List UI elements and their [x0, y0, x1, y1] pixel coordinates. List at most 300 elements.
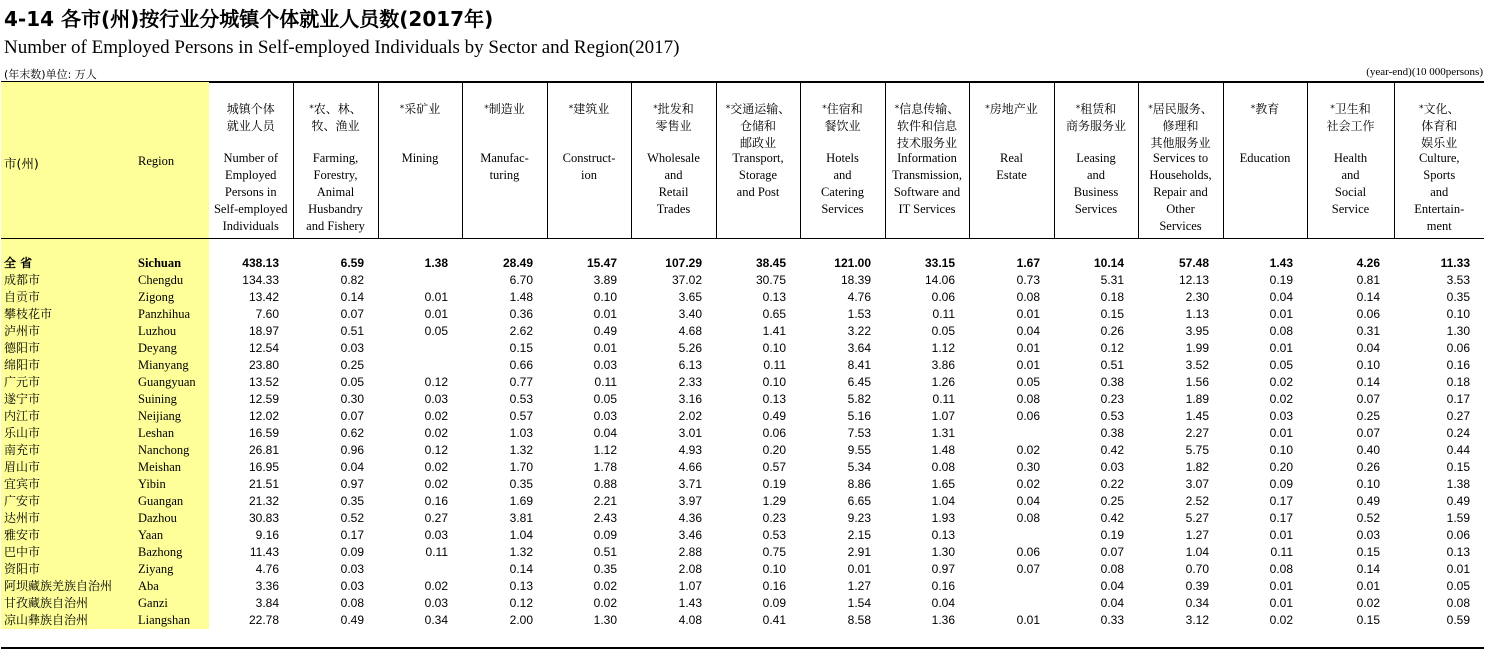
- cell-value: 0.04: [1016, 324, 1040, 338]
- cell-value: [969, 595, 1054, 612]
- cell-value: 9.55: [847, 443, 871, 457]
- cell-value: 0.14: [1356, 562, 1380, 576]
- cell-value: 0.02: [424, 579, 448, 593]
- employment-table: [1, 82, 1484, 629]
- table-body: [1, 239, 1484, 630]
- cell-value: 8.58: [847, 613, 871, 627]
- cell-value: 0.05: [340, 375, 364, 389]
- cell-value: 0.01: [1356, 579, 1380, 593]
- header-col-6: [716, 82, 800, 239]
- cell-value: 0.19: [1100, 528, 1124, 542]
- cell-value: 0.17: [340, 528, 364, 542]
- cell-value: 1.04: [931, 494, 955, 508]
- cell-value: 12.02: [248, 409, 279, 423]
- row-name-en: Mianyang: [134, 357, 209, 374]
- row-name-cn: 全 省: [1, 239, 134, 273]
- cell-value: 0.03: [1100, 460, 1124, 474]
- cell-value: 0.11: [594, 375, 617, 389]
- cell-value: 0.08: [340, 596, 364, 610]
- header-col-en: Information Transmission, Software and IT Services: [891, 151, 963, 216]
- row-name-en: Guangyuan: [134, 374, 209, 391]
- row-name-en: Chengdu: [134, 272, 209, 289]
- cell-value: 13.42: [248, 290, 279, 304]
- cell-value: 0.10: [762, 562, 786, 576]
- cell-value: 0.07: [1356, 392, 1380, 406]
- cell-value: [378, 561, 462, 578]
- cell-value: 0.26: [1100, 324, 1124, 338]
- cell-value: 1.38: [1446, 477, 1470, 491]
- row-name-cn: 达州市: [1, 510, 134, 527]
- header-col-en: Construct- ion: [562, 151, 616, 182]
- row-name-cn: 甘孜藏族自治州: [1, 595, 134, 612]
- cell-value: 3.84: [255, 596, 279, 610]
- cell-value: 0.30: [1016, 460, 1040, 474]
- cell-value: 11.43: [249, 545, 279, 559]
- row-name-en: Nanchong: [134, 442, 209, 459]
- cell-value: 0.04: [340, 460, 364, 474]
- header-col-11: [1138, 82, 1223, 239]
- cell-value: 2.08: [678, 562, 702, 576]
- cell-value: 4.76: [255, 562, 279, 576]
- cell-value: 0.01: [1269, 596, 1293, 610]
- cell-value: 0.49: [1356, 494, 1380, 508]
- cell-value: 0.38: [1100, 375, 1124, 389]
- row-name-en: Panzhihua: [134, 306, 209, 323]
- cell-value: 0.27: [424, 511, 448, 525]
- cell-value: 1.53: [847, 307, 871, 321]
- cell-value: 0.01: [1269, 579, 1293, 593]
- row-name-cn: 凉山彝族自治州: [1, 612, 134, 629]
- cell-value: 0.01: [847, 562, 871, 576]
- table-row: [1, 595, 1484, 612]
- cell-value: 1.07: [678, 579, 702, 593]
- cell-value: 0.16: [931, 579, 955, 593]
- row-name-cn: 阿坝藏族羌族自治州: [1, 578, 134, 595]
- cell-value: 0.10: [762, 375, 786, 389]
- cell-value: 0.25: [1100, 494, 1124, 508]
- cell-value: 23.80: [248, 358, 279, 372]
- cell-value: 0.25: [340, 358, 364, 372]
- cell-value: 1.32: [509, 443, 533, 457]
- cell-value: 0.15: [1356, 613, 1380, 627]
- cell-value: 0.14: [340, 290, 364, 304]
- cell-value: 0.35: [509, 477, 533, 491]
- cell-value: 1.36: [931, 613, 955, 627]
- cell-value: 0.10: [762, 341, 786, 355]
- cell-value: 0.81: [1356, 273, 1380, 287]
- cell-value: 0.05: [424, 324, 448, 338]
- cell-value: 1.69: [509, 494, 533, 508]
- cell-value: 21.32: [248, 494, 279, 508]
- cell-value: 9.16: [255, 528, 279, 542]
- cell-value: 2.15: [847, 528, 871, 542]
- cell-value: 0.15: [509, 341, 533, 355]
- table-row-total: [1, 239, 1484, 273]
- cell-value: 438.13: [242, 256, 279, 270]
- cell-value: 0.33: [1100, 613, 1124, 627]
- cell-value: 0.13: [1446, 545, 1470, 559]
- cell-value: 21.51: [248, 477, 279, 491]
- cell-value: 0.11: [1270, 545, 1293, 559]
- table-bottom-rule: [1, 647, 1484, 649]
- cell-value: 0.01: [424, 290, 448, 304]
- row-name-cn: 资阳市: [1, 561, 134, 578]
- cell-value: 1.12: [593, 443, 617, 457]
- table-row: [1, 323, 1484, 340]
- cell-value: 0.03: [593, 358, 617, 372]
- cell-value: 12.59: [248, 392, 279, 406]
- cell-value: 38.45: [755, 256, 786, 270]
- row-name-en: Neijiang: [134, 408, 209, 425]
- cell-value: 1.82: [1185, 460, 1209, 474]
- header-col-5: [631, 82, 716, 239]
- cell-value: 11.33: [1440, 256, 1470, 270]
- cell-value: 0.01: [1016, 358, 1040, 372]
- header-col-cn: *农、林、 牧、渔业: [309, 102, 362, 133]
- cell-value: 3.36: [255, 579, 279, 593]
- cell-value: 0.18: [1446, 375, 1470, 389]
- row-name-cn: 乐山市: [1, 425, 134, 442]
- cell-value: 1.27: [1185, 528, 1209, 542]
- row-name-cn: 广安市: [1, 493, 134, 510]
- cell-value: 0.53: [509, 392, 533, 406]
- cell-value: 134.33: [242, 273, 279, 287]
- row-name-cn: 德阳市: [1, 340, 134, 357]
- cell-value: 0.41: [762, 613, 786, 627]
- cell-value: 4.68: [678, 324, 702, 338]
- cell-value: 0.53: [762, 528, 786, 542]
- row-name-en: Deyang: [134, 340, 209, 357]
- cell-value: 0.51: [340, 324, 364, 338]
- cell-value: 0.06: [1446, 528, 1470, 542]
- cell-value: 4.08: [678, 613, 702, 627]
- cell-value: 0.05: [593, 392, 617, 406]
- header-col-cn: *信息传输、 软件和信息 技术服务业: [894, 102, 960, 150]
- cell-value: 2.62: [509, 324, 533, 338]
- cell-value: 0.73: [1016, 273, 1040, 287]
- row-name-cn: 绵阳市: [1, 357, 134, 374]
- cell-value: 0.52: [340, 511, 364, 525]
- cell-value: 10.14: [1093, 256, 1124, 270]
- cell-value: 2.30: [1185, 290, 1209, 304]
- cell-value: 0.03: [340, 579, 364, 593]
- cell-value: 0.82: [340, 273, 364, 287]
- cell-value: 0.04: [931, 596, 955, 610]
- cell-value: 3.71: [678, 477, 702, 491]
- cell-value: 0.11: [932, 392, 955, 406]
- cell-value: 0.97: [931, 562, 955, 576]
- cell-value: 0.08: [1269, 562, 1293, 576]
- row-name-cn: 巴中市: [1, 544, 134, 561]
- header-col-3: [462, 82, 547, 239]
- cell-value: 18.97: [248, 324, 279, 338]
- cell-value: 0.02: [424, 426, 448, 440]
- cell-value: 1.32: [509, 545, 533, 559]
- cell-value: 6.13: [678, 358, 702, 372]
- cell-value: 0.03: [424, 392, 448, 406]
- cell-value: 1.48: [509, 290, 533, 304]
- cell-value: 0.19: [1269, 273, 1293, 287]
- row-name-en: Suining: [134, 391, 209, 408]
- cell-value: 0.11: [425, 545, 448, 559]
- unit-label-en: (year-end)(10 000persons): [1366, 66, 1483, 78]
- cell-value: 3.89: [593, 273, 617, 287]
- cell-value: 0.16: [762, 579, 786, 593]
- cell-value: 0.39: [1185, 579, 1209, 593]
- cell-value: 1.31: [931, 426, 955, 440]
- header-col-13: [1307, 82, 1394, 239]
- cell-value: 5.82: [847, 392, 871, 406]
- cell-value: 0.04: [1269, 290, 1293, 304]
- header-col-8: [885, 82, 969, 239]
- cell-value: 1.04: [509, 528, 533, 542]
- cell-value: 0.01: [1016, 341, 1040, 355]
- cell-value: 0.02: [593, 579, 617, 593]
- cell-value: 0.09: [762, 596, 786, 610]
- cell-value: 0.49: [762, 409, 786, 423]
- cell-value: [969, 425, 1054, 442]
- cell-value: 0.06: [1016, 409, 1040, 423]
- row-name-en: Liangshan: [134, 612, 209, 629]
- header-region-en: Region: [134, 82, 209, 239]
- cell-value: 0.09: [340, 545, 364, 559]
- cell-value: 0.15: [1100, 307, 1124, 321]
- cell-value: 0.02: [1016, 443, 1040, 457]
- cell-value: 0.75: [762, 545, 786, 559]
- cell-value: 2.21: [593, 494, 617, 508]
- cell-value: 0.01: [1016, 307, 1040, 321]
- cell-value: 1.07: [931, 409, 955, 423]
- cell-value: 0.08: [1016, 511, 1040, 525]
- cell-value: 3.01: [678, 426, 702, 440]
- cell-value: 0.04: [1016, 494, 1040, 508]
- cell-value: 0.04: [1100, 596, 1124, 610]
- row-name-cn: 眉山市: [1, 459, 134, 476]
- cell-value: 37.02: [671, 273, 702, 287]
- cell-value: 0.14: [1356, 290, 1380, 304]
- cell-value: 0.11: [932, 307, 955, 321]
- cell-value: 0.17: [1269, 494, 1293, 508]
- cell-value: 5.27: [1185, 511, 1209, 525]
- cell-value: 0.59: [1446, 613, 1470, 627]
- cell-value: 0.01: [1269, 426, 1293, 440]
- cell-value: 0.10: [1356, 358, 1380, 372]
- header-col-9: [969, 82, 1054, 239]
- cell-value: 1.67: [1016, 256, 1040, 270]
- cell-value: 0.05: [1269, 358, 1293, 372]
- table-row: [1, 612, 1484, 629]
- cell-value: 0.17: [1269, 511, 1293, 525]
- cell-value: 0.08: [1100, 562, 1124, 576]
- row-name-cn: 内江市: [1, 408, 134, 425]
- cell-value: 0.38: [1100, 426, 1124, 440]
- page-title-en: Number of Employed Persons in Self-employed Individuals by Sector and Region(2017): [4, 37, 680, 58]
- cell-value: [378, 357, 462, 374]
- row-name-cn: 雅安市: [1, 527, 134, 544]
- cell-value: 0.35: [1446, 290, 1470, 304]
- cell-value: 0.02: [1016, 477, 1040, 491]
- cell-value: 1.41: [762, 324, 786, 338]
- row-name-en: Yaan: [134, 527, 209, 544]
- cell-value: 0.01: [593, 341, 617, 355]
- cell-value: 1.43: [1269, 256, 1293, 270]
- cell-value: 2.43: [593, 511, 617, 525]
- cell-value: 0.06: [1356, 307, 1380, 321]
- cell-value: 0.10: [1269, 443, 1293, 457]
- cell-value: 1.29: [762, 494, 786, 508]
- header-col-en: Wholesale and Retail Trades: [647, 151, 700, 216]
- row-name-en: Dazhou: [134, 510, 209, 527]
- cell-value: 0.07: [1356, 426, 1380, 440]
- cell-value: 5.34: [847, 460, 871, 474]
- cell-value: 1.30: [931, 545, 955, 559]
- cell-value: 0.96: [340, 443, 364, 457]
- cell-value: 0.12: [424, 375, 448, 389]
- cell-value: 6.59: [340, 256, 364, 270]
- cell-value: 0.31: [1356, 324, 1380, 338]
- cell-value: 28.49: [502, 256, 533, 270]
- table-row: [1, 561, 1484, 578]
- table-row: [1, 289, 1484, 306]
- header-col-cn: *建筑业: [568, 102, 610, 116]
- cell-value: 1.30: [593, 613, 617, 627]
- cell-value: 0.09: [593, 528, 617, 542]
- header-region-cn: 市(州): [1, 82, 134, 239]
- cell-value: 0.17: [1446, 392, 1470, 406]
- cell-value: 0.03: [424, 596, 448, 610]
- cell-value: 1.65: [931, 477, 955, 491]
- cell-value: 3.64: [847, 341, 871, 355]
- row-name-en: Yibin: [134, 476, 209, 493]
- cell-value: 107.29: [665, 256, 702, 270]
- cell-value: 0.02: [593, 596, 617, 610]
- cell-value: 0.19: [762, 477, 786, 491]
- cell-value: 1.12: [931, 341, 955, 355]
- cell-value: 0.08: [1016, 392, 1040, 406]
- cell-value: 26.81: [248, 443, 279, 457]
- header-col-10: [1054, 82, 1138, 239]
- cell-value: 30.75: [755, 273, 786, 287]
- cell-value: 0.06: [762, 426, 786, 440]
- row-name-en: Zigong: [134, 289, 209, 306]
- cell-value: 3.86: [931, 358, 955, 372]
- cell-value: 0.01: [593, 307, 617, 321]
- header-col-en: Manufac- turing: [480, 151, 529, 182]
- cell-value: 12.54: [248, 341, 279, 355]
- cell-value: 0.06: [1016, 545, 1040, 559]
- row-name-cn: 攀枝花市: [1, 306, 134, 323]
- cell-value: 0.03: [1356, 528, 1380, 542]
- header-col-en: Hotels and Catering Services: [820, 151, 865, 216]
- cell-value: 4.93: [678, 443, 702, 457]
- cell-value: 1.48: [931, 443, 955, 457]
- cell-value: 0.02: [1269, 375, 1293, 389]
- cell-value: 0.66: [509, 358, 533, 372]
- cell-value: 0.25: [1356, 409, 1380, 423]
- header-col-2: [378, 82, 462, 239]
- cell-value: 7.53: [847, 426, 871, 440]
- cell-value: 0.49: [340, 613, 364, 627]
- cell-value: 0.01: [1269, 307, 1293, 321]
- page-title-cn: 4-14 各市(州)按行业分城镇个体就业人员数(2017年): [4, 7, 494, 31]
- cell-value: 14.06: [924, 273, 955, 287]
- cell-value: 0.02: [1269, 613, 1293, 627]
- cell-value: 3.52: [1185, 358, 1209, 372]
- cell-value: 0.15: [1356, 545, 1380, 559]
- header-col-cn: *居民服务、 修理和 其他服务业: [1148, 102, 1213, 150]
- cell-value: 0.02: [424, 409, 448, 423]
- cell-value: 0.01: [1269, 341, 1293, 355]
- cell-value: 0.24: [1446, 426, 1470, 440]
- cell-value: 0.30: [340, 392, 364, 406]
- header-col-cn: *文化、 体育和 娱乐业: [1418, 102, 1460, 150]
- cell-value: 3.07: [1185, 477, 1209, 491]
- cell-value: 0.02: [424, 477, 448, 491]
- cell-value: 2.88: [678, 545, 702, 559]
- cell-value: 2.33: [678, 375, 702, 389]
- cell-value: 0.40: [1356, 443, 1380, 457]
- table-row: [1, 527, 1484, 544]
- cell-value: 9.23: [847, 511, 871, 525]
- table-row: [1, 442, 1484, 459]
- cell-value: 0.77: [509, 375, 533, 389]
- row-name-cn: 宜宾市: [1, 476, 134, 493]
- cell-value: 0.01: [1016, 613, 1040, 627]
- cell-value: 0.70: [1185, 562, 1209, 576]
- row-name-cn: 南充市: [1, 442, 134, 459]
- cell-value: 0.07: [340, 307, 364, 321]
- table-row: [1, 493, 1484, 510]
- cell-value: 0.26: [1356, 460, 1380, 474]
- cell-value: 8.86: [847, 477, 871, 491]
- cell-value: 6.65: [847, 494, 871, 508]
- cell-value: 0.88: [593, 477, 617, 491]
- header-col-cn: *采矿业: [399, 102, 441, 116]
- row-name-cn: 成都市: [1, 272, 134, 289]
- header-col-cn: *租赁和 商务服务业: [1065, 102, 1126, 133]
- row-name-en: Leshan: [134, 425, 209, 442]
- header-col-en: Services to Households, Repair and Other Services: [1149, 151, 1212, 233]
- cell-value: 4.66: [678, 460, 702, 474]
- row-name-en: Luzhou: [134, 323, 209, 340]
- row-name-en: Ziyang: [134, 561, 209, 578]
- cell-value: 3.97: [678, 494, 702, 508]
- cell-value: 0.97: [340, 477, 364, 491]
- header-col-en: Transport, Storage and Post: [732, 151, 784, 199]
- cell-value: 4.76: [847, 290, 871, 304]
- cell-value: 3.16: [678, 392, 702, 406]
- cell-value: 3.40: [678, 307, 702, 321]
- cell-value: 16.59: [248, 426, 279, 440]
- header-col-cn: 城镇个体 就业人员: [226, 102, 275, 133]
- cell-value: 0.06: [931, 290, 955, 304]
- row-name-en: Bazhong: [134, 544, 209, 561]
- cell-value: 0.05: [1016, 375, 1040, 389]
- cell-value: 3.81: [509, 511, 533, 525]
- cell-value: 0.05: [931, 324, 955, 338]
- cell-value: 3.65: [678, 290, 702, 304]
- cell-value: 0.01: [424, 307, 448, 321]
- table-row: [1, 374, 1484, 391]
- cell-value: 2.52: [1185, 494, 1209, 508]
- cell-value: 0.52: [1356, 511, 1380, 525]
- cell-value: 1.99: [1185, 341, 1209, 355]
- cell-value: 6.45: [847, 375, 871, 389]
- cell-value: 1.45: [1185, 409, 1209, 423]
- cell-value: 3.95: [1185, 324, 1209, 338]
- cell-value: 0.12: [509, 596, 533, 610]
- cell-value: 0.57: [762, 460, 786, 474]
